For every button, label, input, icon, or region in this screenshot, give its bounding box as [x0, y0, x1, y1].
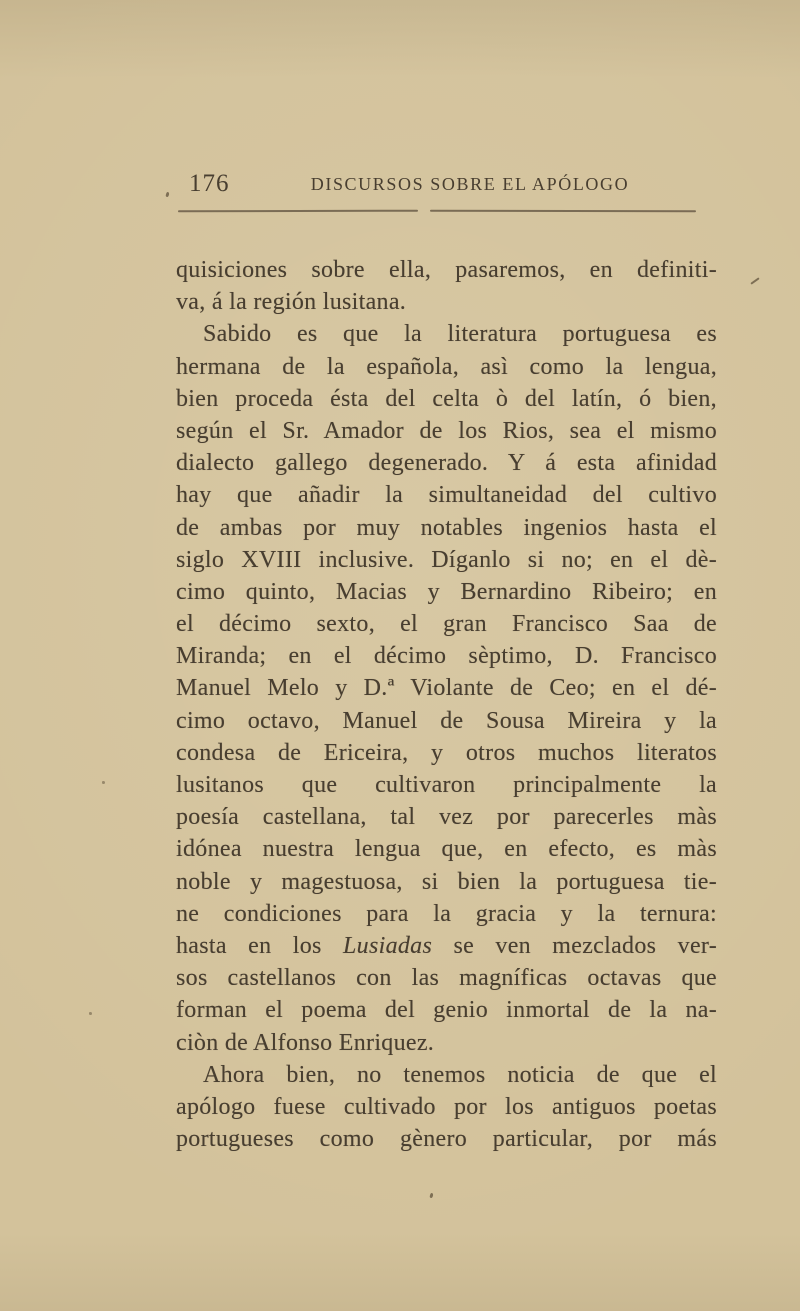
text-segment: sos castellanos con las magníficas octavas que [176, 965, 717, 992]
text-segment: Miranda; en el décimo sèptimo, D. Francisco [176, 643, 717, 670]
text-segment: forman el poema del genio inmortal de la na- [176, 997, 717, 1024]
text-segment: noble y magestuosa, si bien la portuguesa tie- [176, 868, 717, 895]
page-number: 176 [189, 170, 230, 197]
text-line [176, 898, 717, 930]
text-line [176, 1123, 717, 1155]
text-segment: poesía castellana, tal vez por parecerles màs [176, 804, 717, 831]
text-line [176, 640, 717, 672]
header-rule-left [178, 210, 418, 213]
running-title: DISCURSOS SOBRE EL APÓLOGO [310, 174, 630, 194]
text-line [176, 383, 717, 415]
text-line [176, 415, 717, 447]
body-text [176, 254, 717, 1155]
text-segment: dialecto gallego degenerado. Y á esta afinidad [176, 450, 717, 477]
ink-speck [429, 1193, 433, 1199]
text-segment: Manuel Melo y D.ª Violante de Ceo; en el dé- [176, 675, 717, 702]
text-segment: idónea nuestra lengua que, en efecto, es màs [176, 836, 717, 863]
text-line [176, 962, 717, 994]
text-segment: hasta en los [176, 932, 344, 959]
page-header [0, 170, 800, 204]
ink-speck [750, 277, 759, 284]
text-segment: siglo XVIII inclusive. Díganlo si no; en el dè- [176, 546, 717, 573]
text-line [176, 737, 717, 769]
text-line [176, 576, 717, 608]
text-line [176, 318, 717, 350]
text-segment: cimo quinto, Macias y Bernardino Ribeiro; en [176, 578, 717, 605]
text-line [176, 866, 717, 898]
text-segment: el décimo sexto, el gran Francisco Saa de [176, 611, 717, 638]
text-line [176, 994, 717, 1026]
text-line [176, 833, 717, 865]
text-segment: ciòn de Alfonso Enriquez. [176, 1029, 435, 1056]
text-segment: hermana de la española, asì como la lengua, [176, 353, 717, 380]
text-line [176, 286, 717, 318]
text-segment: condesa de Ericeira, y otros muchos literatos [176, 739, 717, 766]
text-segment: apólogo fuese cultivado por los antiguos poetas [176, 1093, 717, 1120]
text-line [176, 254, 717, 286]
text-line [176, 769, 717, 801]
text-segment: ne condiciones para la gracia y la ternura: [176, 900, 717, 927]
ink-speck [89, 1012, 92, 1015]
text-segment: portugueses como gènero particular, por más [176, 1126, 717, 1153]
text-line [176, 930, 717, 962]
text-segment: se ven mezclados ver- [432, 932, 717, 959]
text-line [176, 479, 717, 511]
text-line [176, 1059, 717, 1091]
text-segment: hay que añadir la simultaneidad del cultivo [176, 482, 717, 509]
text-line [176, 608, 717, 640]
text-line [176, 544, 717, 576]
text-segment: de ambas por muy notables ingenios hasta el [176, 514, 717, 541]
text-segment: Ahora bien, no tenemos noticia de que el [203, 1061, 717, 1088]
text-line [176, 1027, 717, 1059]
text-segment: según el Sr. Amador de los Rios, sea el mismo [176, 417, 717, 444]
text-line [176, 1091, 717, 1123]
text-segment: bien proceda ésta del celta ò del latín, ó bien, [176, 385, 717, 412]
text-segment: cimo octavo, Manuel de Sousa Mireira y la [176, 707, 717, 734]
text-line [176, 447, 717, 479]
italic-text: Lusiadas [343, 932, 433, 959]
text-segment: Sabido es que la literatura portuguesa es [203, 321, 717, 348]
text-segment: quisiciones sobre ella, pasaremos, en definiti- [176, 257, 717, 283]
text-segment: va, á la región lusitana. [176, 289, 407, 316]
text-line [176, 801, 717, 833]
header-rule-right [430, 210, 696, 213]
text-line [176, 351, 717, 383]
text-segment: lusitanos que cultivaron principalmente la [176, 772, 717, 798]
ink-speck [102, 781, 105, 784]
text-line [176, 705, 717, 737]
text-line [176, 512, 717, 544]
text-line [176, 672, 717, 704]
